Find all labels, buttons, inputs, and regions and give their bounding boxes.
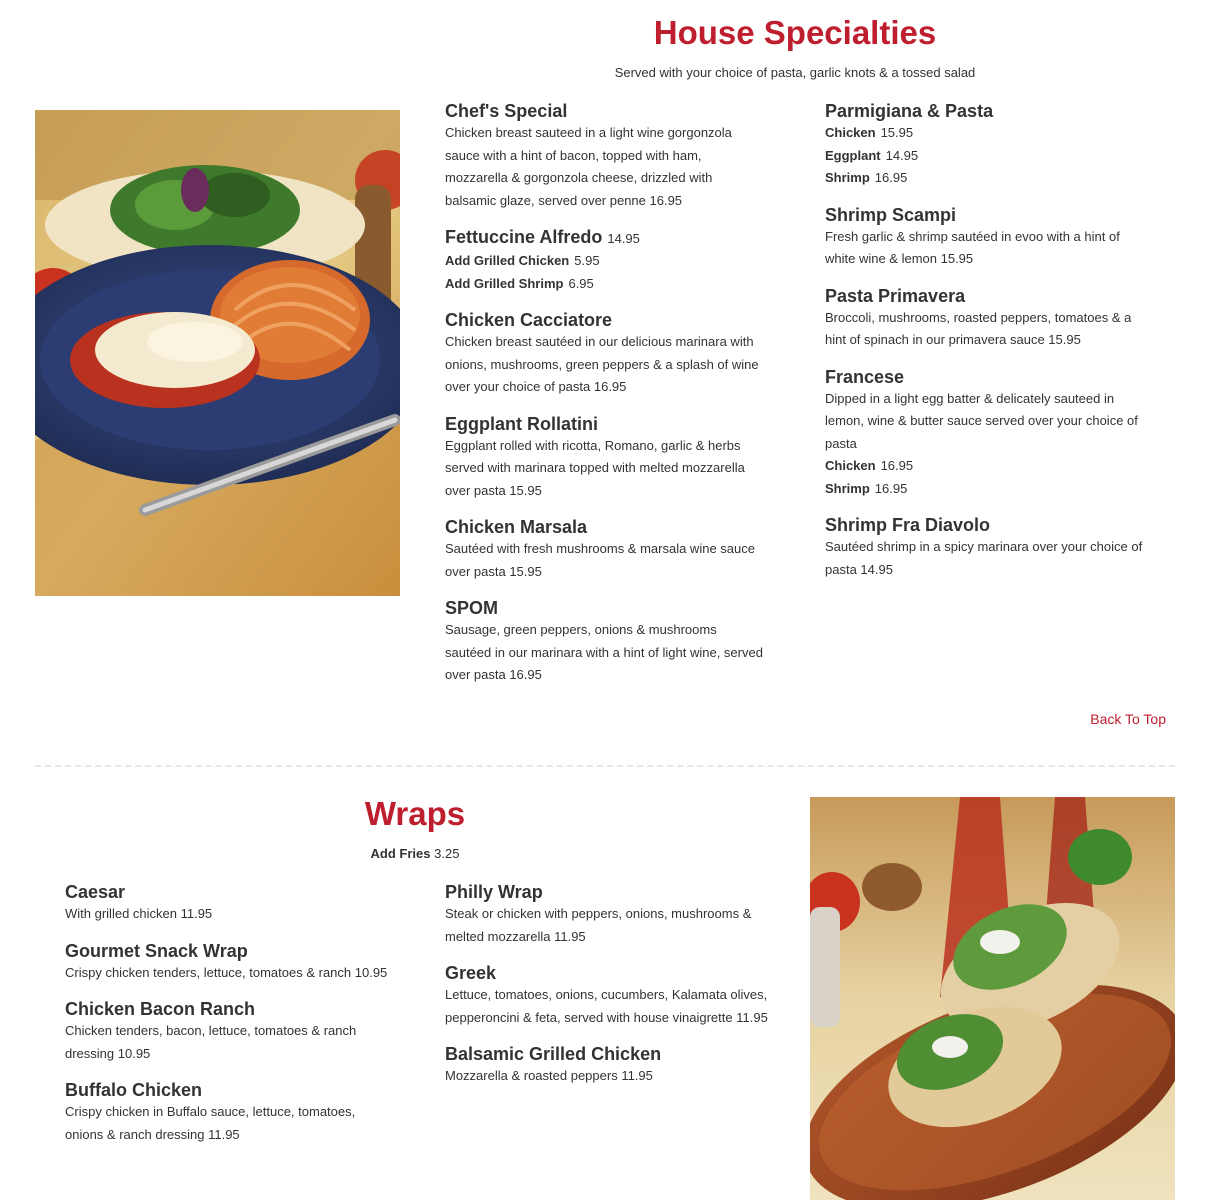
option-price: 5.95 (574, 253, 600, 268)
section-divider (35, 765, 1175, 767)
menu-item-fettuccine-alfredo (445, 226, 765, 295)
menu-item-francese (825, 366, 1145, 501)
item-option (825, 167, 1145, 190)
house-specialties-right-column (825, 100, 1145, 595)
item-name-text: Fettuccine Alfredo (445, 227, 603, 247)
item-description: Mozzarella & roasted peppers 11.95 (445, 1068, 653, 1083)
item-name: Shrimp Scampi (825, 204, 957, 225)
option-price: 16.95 (880, 458, 914, 473)
menu-item-greek (445, 962, 770, 1029)
item-description: Sautéed shrimp in a spicy marinara over your choice of pasta 14.95 (825, 539, 1143, 577)
item-name: Caesar (65, 882, 126, 902)
wraps-right-column (445, 881, 770, 1102)
house-specialties-subtitle: Served with your choice of pasta, garlic knots & a tossed salad (614, 65, 976, 80)
item-name: Chicken Cacciatore (445, 310, 613, 330)
option-label: Eggplant (825, 147, 881, 163)
item-description: Lettuce, tomatoes, onions, cucumbers, Kalamata olives, pepperoncini & feta, served with house vinaigrette 11.95 (445, 987, 768, 1025)
item-description: Broccoli, mushrooms, roasted peppers, tomatoes & a hint of spinach in our primavera sauce 15.95 (825, 309, 1132, 347)
option-label: Chicken (825, 125, 876, 140)
option-label: Chicken (825, 458, 876, 473)
menu-item-eggplant-rollatini (445, 413, 765, 503)
item-name: Chicken Marsala (445, 517, 588, 537)
menu-item-chicken-marsala (445, 516, 765, 583)
item-option (825, 145, 1145, 168)
chicken-parmigiana-photo (35, 110, 400, 596)
menu-item-caesar (65, 881, 395, 926)
item-description: Crispy chicken tenders, lettuce, tomatoes & ranch 10.95 (65, 964, 388, 980)
item-name: Eggplant Rollatini (445, 413, 598, 434)
addon-price: 3.25 (434, 846, 460, 861)
item-name: Shrimp Fra Diavolo (825, 515, 991, 535)
item-description: Steak or chicken with peppers, onions, mushrooms & melted mozzarella 11.95 (445, 906, 752, 944)
option-label: Add Grilled Chicken (445, 253, 570, 268)
item-option (445, 250, 765, 273)
menu-item-shrimp-scampi (825, 204, 1145, 271)
item-description: Chicken breast sauteed in a light wine gorgonzola sauce with a hint of bacon, topped with ham, mozzarella & gorgonzola cheese, drizzled with balsamic glaze, served over penne 16.95 (445, 125, 732, 208)
item-description: Sautéed with fresh mushrooms & marsala wine sauce over pasta 15.95 (445, 541, 755, 579)
item-option (825, 478, 1145, 501)
wraps-title: Wraps (364, 795, 466, 832)
option-label: Add Grilled Shrimp (445, 275, 564, 291)
menu-item-parmigiana-pasta (825, 100, 1145, 190)
item-name: Philly Wrap (445, 882, 543, 902)
item-name: Gourmet Snack Wrap (65, 940, 248, 961)
menu-item-shrimp-fra-diavolo (825, 514, 1145, 581)
item-name: Chef's Special (445, 101, 568, 121)
item-description: Sausage, green peppers, onions & mushrooms sautéed in our marinara with a hint of light wine, served over pasta 16.95 (445, 622, 763, 682)
chicken-wrap-photo (810, 797, 1175, 1200)
item-option (445, 273, 765, 296)
menu-item-philly-wrap (445, 881, 770, 948)
item-price: 14.95 (607, 231, 640, 246)
item-description: Fresh garlic & shrimp sautéed in evoo with a hint of white wine & lemon 15.95 (825, 228, 1120, 266)
wraps-left-column (65, 881, 395, 1160)
item-name: Balsamic Grilled Chicken (445, 1044, 662, 1064)
house-specialties-title: House Specialties (653, 14, 937, 51)
item-name: Parmigiana & Pasta (825, 101, 994, 121)
menu-item-chefs-special (445, 100, 765, 212)
menu-item-chicken-bacon-ranch (65, 998, 395, 1065)
item-description: Eggplant rolled with ricotta, Romano, garlic & herbs served with marinara topped with melted mozzarella over pasta 15.95 (445, 437, 745, 498)
option-price: 6.95 (568, 275, 594, 291)
house-specialties-left-column (445, 100, 765, 701)
back-to-top-link[interactable]: Back To Top (1090, 711, 1166, 727)
item-description: Chicken tenders, bacon, lettuce, tomatoes & ranch dressing 10.95 (65, 1023, 357, 1061)
item-option (825, 455, 1145, 478)
menu-item-balsamic-grilled-chicken (445, 1043, 770, 1088)
item-option (825, 122, 1145, 145)
menu-item-pasta-primavera (825, 285, 1145, 352)
item-name: Francese (825, 366, 905, 387)
addon-label: Add Fries (370, 846, 431, 861)
item-name: SPOM (445, 598, 499, 618)
option-label: Shrimp (825, 480, 870, 496)
menu-item-spom (445, 597, 765, 687)
menu-item-gourmet-snack-wrap (65, 940, 395, 985)
item-name: Greek (445, 963, 497, 983)
item-description: Crispy chicken in Buffalo sauce, lettuce, tomatoes, onions & ranch dressing 11.95 (65, 1104, 356, 1142)
wraps-addon (35, 846, 795, 861)
option-price: 16.95 (874, 480, 908, 496)
item-name (445, 226, 765, 250)
item-description: With grilled chicken 11.95 (65, 906, 213, 921)
item-name: Chicken Bacon Ranch (65, 999, 256, 1019)
menu-item-chicken-cacciatore (445, 309, 765, 399)
option-price: 16.95 (874, 170, 908, 185)
item-name: Buffalo Chicken (65, 1080, 203, 1100)
item-description: Chicken breast sautéed in our delicious marinara with onions, mushrooms, green peppers & a splash of wine over your choice of pasta 16.95 (445, 334, 759, 394)
option-price: 15.95 (880, 125, 914, 140)
option-price: 14.95 (885, 147, 919, 163)
item-name: Pasta Primavera (825, 285, 966, 306)
item-description: Dipped in a light egg batter & delicately sauteed in lemon, wine & butter sauce served over your choice of pasta (825, 390, 1138, 451)
option-label: Shrimp (825, 170, 870, 185)
menu-item-buffalo-chicken (65, 1079, 395, 1146)
